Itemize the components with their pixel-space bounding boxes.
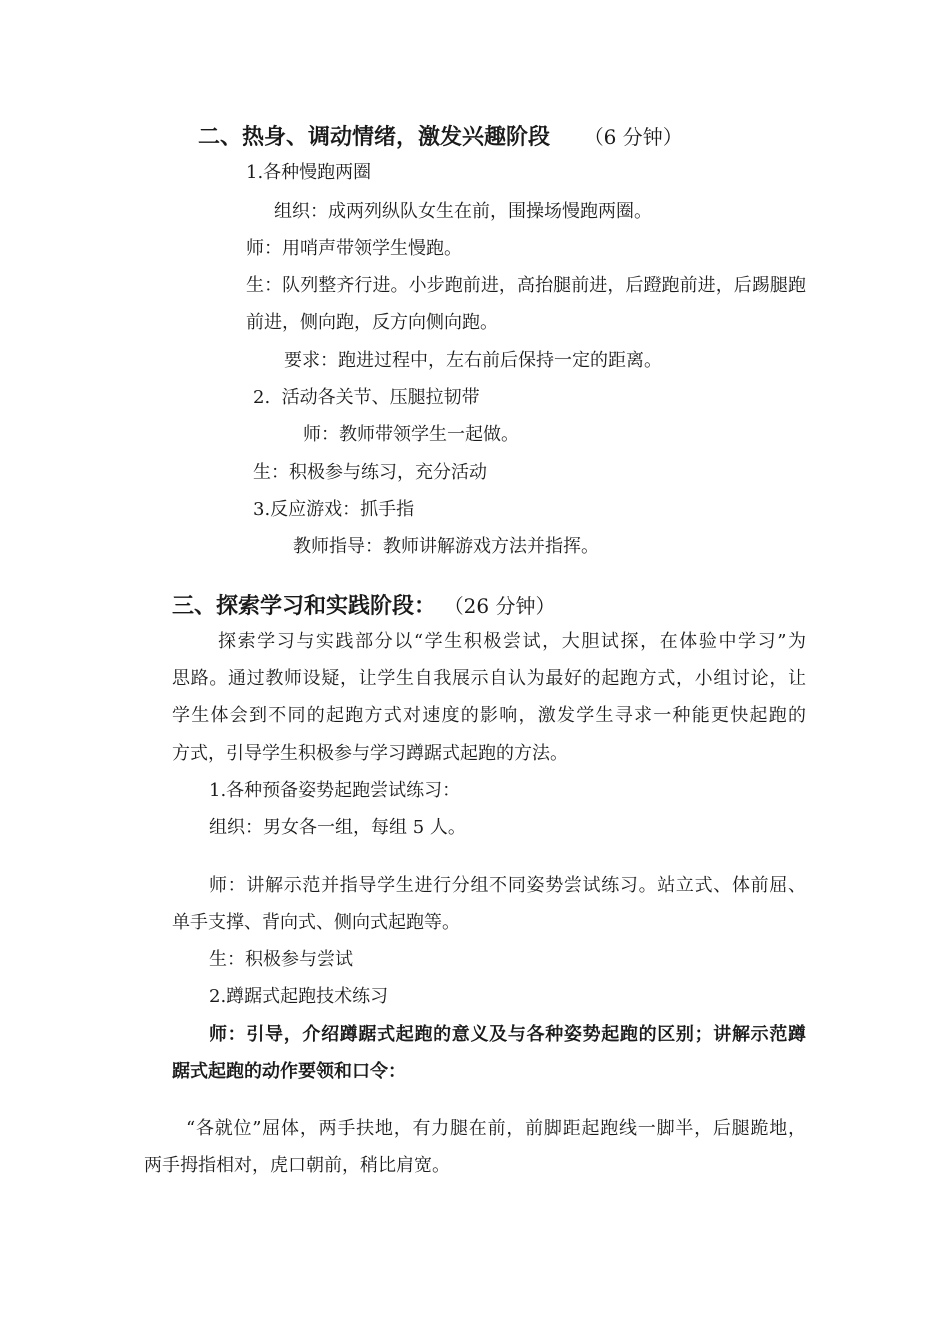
text-line: 3.反应游戏：抓手指	[253, 499, 415, 520]
text-line: 师：教师带领学生一起做。	[303, 424, 519, 445]
text-line: 学生体会到不同的起跑方式对速度的影响，激发学生寻求一种能更快起跑的	[172, 705, 806, 726]
text-line: 前进，侧向跑，反方向侧向跑。	[246, 312, 498, 333]
text-line: 师：引导，介绍蹲踞式起跑的意义及与各种姿势起跑的区别；讲解示范蹲	[209, 1024, 806, 1045]
text-line: 组织：成两列纵队女生在前，围操场慢跑两圈。	[274, 201, 652, 222]
section-2-duration: （6 分钟）	[583, 125, 683, 149]
text-line: 单手支撑、背向式、侧向式起跑等。	[172, 912, 460, 933]
text-line: 生：积极参与练习，充分活动	[253, 462, 487, 483]
text-line: 师：讲解示范并指导学生进行分组不同姿势尝试练习。站立式、体前屈、	[209, 875, 806, 896]
section-2-title: 二、热身、调动情绪，激发兴趣阶段	[198, 125, 551, 150]
section-3-heading	[172, 591, 556, 622]
text-line: “各就位”屈体，两手扶地，有力腿在前，前脚距起跑线一脚半，后腿跪地，	[186, 1118, 806, 1139]
text-line: 踞式起跑的动作要领和口令：	[172, 1061, 406, 1082]
text-line: 生：队列整齐行进。小步跑前进，高抬腿前进，后蹬跑前进，后踢腿跑	[246, 275, 806, 296]
text-line: 生：积极参与尝试	[209, 949, 353, 970]
text-line: 方式，引导学生积极参与学习蹲踞式起跑的方法。	[172, 743, 568, 764]
text-line: 2.蹲踞式起跑技术练习	[209, 986, 389, 1007]
text-line: 师：用哨声带领学生慢跑。	[246, 238, 462, 259]
text-line: 2. 活动各关节、压腿拉韧带	[253, 387, 480, 408]
text-line: 两手拇指相对，虎口朝前，稍比肩宽。	[144, 1155, 450, 1176]
text-line: 1.各种慢跑两圈	[246, 162, 372, 183]
section-3-title: 三、探索学习和实践阶段：	[172, 594, 437, 619]
text-line: 组织：男女各一组，每组 5 人。	[209, 817, 466, 838]
section-2-heading	[198, 122, 683, 153]
section-3-duration: （26 分钟）	[443, 594, 556, 618]
text-line: 教师指导：教师讲解游戏方法并指挥。	[293, 536, 599, 557]
text-line: 探索学习与实践部分以“学生积极尝试，大胆试探，在体验中学习”为	[218, 631, 806, 652]
text-line: 要求：跑进过程中，左右前后保持一定的距离。	[284, 350, 662, 371]
text-line: 1.各种预备姿势起跑尝试练习：	[209, 780, 461, 801]
text-line: 思路。通过教师设疑，让学生自我展示自认为最好的起跑方式，小组讨论，让	[172, 668, 806, 689]
